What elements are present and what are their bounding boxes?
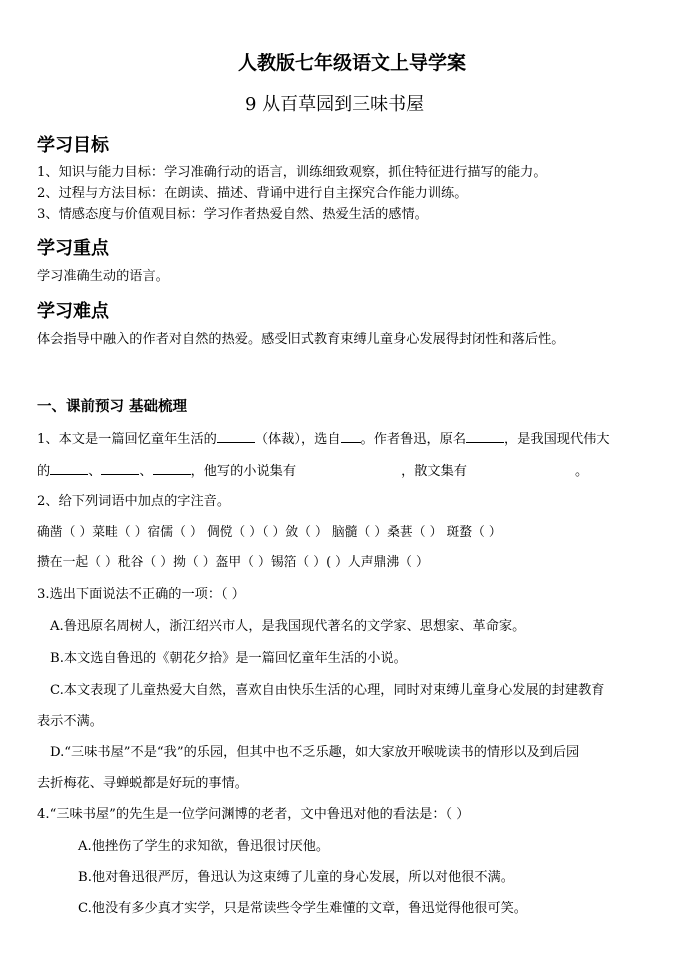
key-points-text: 学习准确生动的语言。 xyxy=(37,269,169,284)
q3-option-d-cont: 去折梅花、寻蝉蜕都是好玩的事情。 xyxy=(37,776,248,791)
q3-option-d: D.“三味书屋”不是“我”的乐园，但其中也不乏乐趣，如大家放开喉咙读书的情形以及到后园 xyxy=(50,745,580,760)
q1-text: （体裁），选自 xyxy=(254,432,341,447)
question-4: 4.“三味书屋”的先生是一位学问渊博的老者，文中鲁迅对他的看法是：（ ） xyxy=(37,807,470,822)
original-name-blank[interactable] xyxy=(466,430,504,443)
goal-item: 2、过程与方法目标：在朗读、描述、背诵中进行自主探究合作能力训练。 xyxy=(37,186,468,201)
q4-option-c: C.他没有多少真才实学，只是常读些令学生难懂的文章，鲁迅觉得他很可笑。 xyxy=(78,901,527,916)
genre-blank[interactable] xyxy=(217,430,255,443)
q3-option-c: C.本文表现了儿童热爱大自然，喜欢自由快乐生活的心理，同时对束缚儿童身心发展的封建教育 xyxy=(50,683,605,698)
source-blank[interactable] xyxy=(341,430,361,443)
q1-text: 、 xyxy=(88,464,102,479)
q4-option-a: A.他挫伤了学生的求知欲，鲁迅很讨厌他。 xyxy=(78,839,330,854)
q1-text: 。作者鲁迅，原名 xyxy=(360,432,467,447)
question-2: 2、给下列词语中加点的字注音。 xyxy=(37,494,231,509)
difficulties-text: 体会指导中融入的作者对自然的热爱。感受旧式教育束缚儿童身心发展得封闭性和落后性。 xyxy=(37,332,565,347)
question-3: 3.选出下面说法不正确的一项：（ ） xyxy=(37,587,245,602)
pinyin-row-2: 攒在一起（ ）秕谷（ ）拗（ ）盔甲（ ）锡箔（ ）( ）人声鼎沸（ ） xyxy=(37,555,429,570)
lesson-title: 9 从百草园到三味书屋 xyxy=(245,94,425,115)
goal-item: 1、知识与能力目标：学习准确行动的语言，训练细致观察，抓住特征进行描写的能力。 xyxy=(37,165,547,180)
q3-option-a: A.鲁迅原名周树人，浙江绍兴市人，是我国现代著名的文学家、思想家、革命家。 xyxy=(50,619,526,634)
document-title: 人教版七年级语文上导学案 xyxy=(238,52,467,74)
preview-heading: 一、课前预习 基础梳理 xyxy=(37,398,188,415)
q1-text: ，他写的小说集有 xyxy=(190,464,297,479)
q3-option-b: B.本文选自鲁迅的《朝花夕拾》是一篇回忆童年生活的小说。 xyxy=(50,651,407,666)
goals-heading: 学习目标 xyxy=(37,135,109,156)
identity-blank-1[interactable] xyxy=(50,462,88,475)
q1-text: 。 xyxy=(575,464,589,479)
difficulties-heading: 学习难点 xyxy=(37,301,109,322)
q4-option-b: B.他对鲁迅很严厉，鲁迅认为这束缚了儿童的身心发展，所以对他很不满。 xyxy=(78,870,514,885)
identity-blank-2[interactable] xyxy=(101,462,139,475)
q3-option-c-cont: 表示不满。 xyxy=(37,714,103,729)
q1-text: ，是我国现代伟大 xyxy=(504,432,610,447)
question-1-line-2 xyxy=(37,462,588,481)
q1-text: 的 xyxy=(37,464,51,479)
question-1-line-1 xyxy=(37,430,610,449)
key-points-heading: 学习重点 xyxy=(37,238,109,259)
goal-item: 3、情感态度与价值观目标：学习作者热爱自然、热爱生活的感情。 xyxy=(37,207,428,222)
pinyin-row-1: 确凿（ ）菜畦（ ）宿儒（ ） 倜傥（ ）（ ）敛（ ） 脑髓（ ）桑葚（ ） 斑蝥（ ） xyxy=(37,525,502,540)
identity-blank-3[interactable] xyxy=(153,462,191,475)
q1-text: 、 xyxy=(139,464,153,479)
q1-text: ，散文集有 xyxy=(401,464,467,479)
q1-text: 1、本文是一篇回忆童年生活的 xyxy=(37,432,217,447)
